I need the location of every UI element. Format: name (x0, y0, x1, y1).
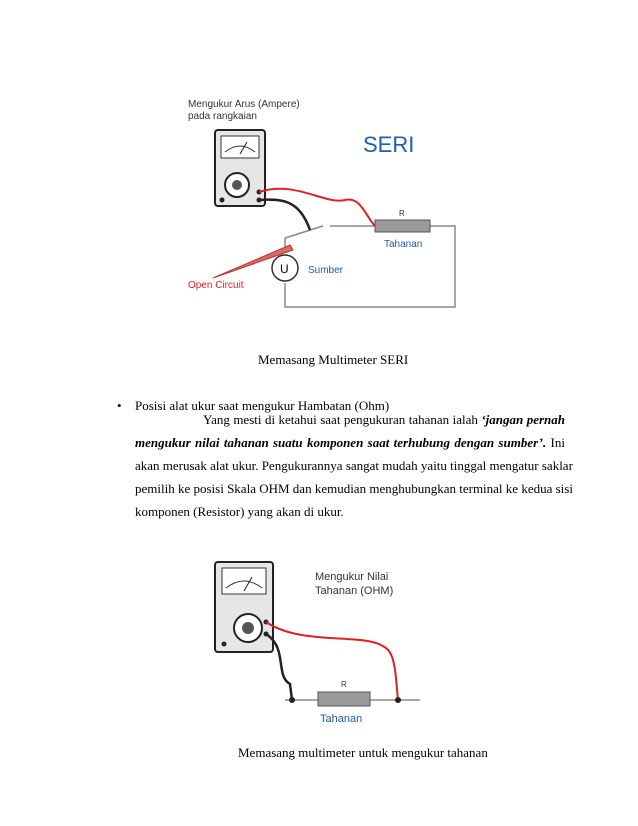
multimeter-icon (215, 130, 265, 206)
seri-title: SERI (363, 132, 415, 157)
paragraph-line-1: Yang mesti di ketahui saat pengukuran tahanan ialah ‘jangan pernah (203, 412, 565, 427)
paragraph-line-3: akan merusak alat ukur. Pengukurannya sangat mudah yaitu tinggal mengatur saklar (135, 458, 573, 473)
paragraph-line-4: pemilih ke posisi Skala OHM dan kemudian menghubungkan terminal ke kedua sisi (135, 481, 573, 496)
figure1-caption: Memasang Multimeter SERI (258, 352, 409, 367)
resistor-icon (318, 692, 370, 706)
resistor-letter: R (399, 209, 405, 218)
paragraph-line-2: mengukur nilai tahanan suatu komponen saat terhubung dengan sumber’. Ini (135, 435, 565, 450)
open-circuit-label: Open Circuit (188, 280, 244, 291)
figure-ohm-diagram (210, 558, 440, 730)
figure-seri-diagram (175, 90, 475, 320)
figure2-caption: Memasang multimeter untuk mengukur tahanan (238, 745, 488, 760)
meter-label-line1: Mengukur Arus (Ampere) (188, 99, 300, 110)
source-letter: U (280, 262, 289, 276)
source-label: Sumber (308, 265, 344, 276)
paragraph-line-5: komponen (Resistor) yang akan di ukur. (135, 504, 344, 519)
meter-label-line1: Mengukur Nilai (315, 571, 389, 583)
meter-label-line2: pada rangkaian (188, 111, 257, 122)
multimeter-icon (215, 562, 273, 652)
bullet-symbol: • (117, 398, 122, 413)
resistor-icon (375, 220, 430, 232)
resistor-letter: R (341, 680, 347, 689)
meter-label-line2: Tahanan (OHM) (315, 585, 394, 597)
resistor-label: Tahanan (384, 239, 423, 250)
resistor-label: Tahanan (320, 713, 363, 725)
paragraph (135, 408, 573, 523)
bullet-text: Posisi alat ukur saat mengukur Hambatan (Ohm) (135, 398, 390, 413)
